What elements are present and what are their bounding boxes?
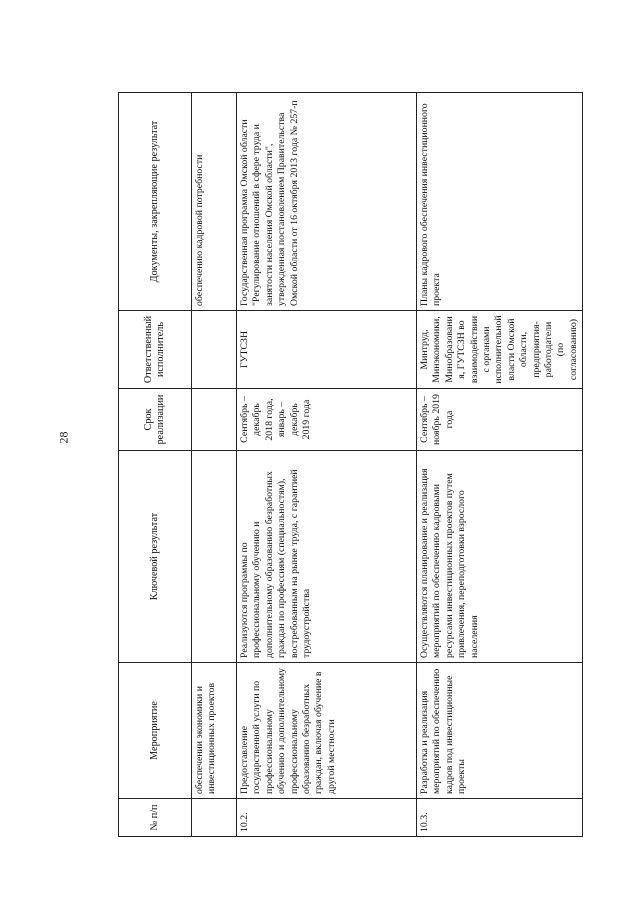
cell-documents: обеспечению кадровой потребности bbox=[192, 93, 237, 311]
header-event: Мероприятие bbox=[119, 663, 192, 799]
cell-executor: Минтруд, Минэкономики, Минобразования, ГУТСЗН во взаимодействии с органами исполнительной власти Омской области, предприятия-работодатели (по согласованию) bbox=[417, 311, 583, 389]
rotated-table-sheet bbox=[118, 92, 579, 837]
cell-term: Сентябрь – ноябрь 2019 года bbox=[417, 389, 583, 451]
header-num: № п/п bbox=[119, 799, 192, 837]
cell-documents: Планы кадрового обеспечения инвестиционного проекта bbox=[417, 93, 583, 311]
cell-result bbox=[192, 451, 237, 663]
page-number: 28 bbox=[56, 431, 71, 444]
cell-result: Осуществляются планирование и реализация мероприятий по обеспечению кадровыми ресурсами инвестиционных проектов путем привлечения, переподготовки взрослого населения bbox=[417, 451, 583, 663]
cell-executor bbox=[192, 311, 237, 389]
cell-event: обеспечении экономики и инвестиционных проектов bbox=[192, 663, 237, 799]
header-term: Срок реализации bbox=[119, 389, 192, 451]
cell-term: Сентябрь – декабрь 2018 года, январь – декабрь 2019 года bbox=[237, 389, 417, 451]
cell-event: Разработка и реализация мероприятий по обеспечению кадров под инвестиционные проекты bbox=[417, 663, 583, 799]
header-result: Ключевой результат bbox=[119, 451, 192, 663]
table-row bbox=[192, 93, 237, 837]
cell-num: 10.3. bbox=[417, 799, 583, 837]
table-header-row bbox=[119, 93, 192, 837]
cell-event: Предоставление государственной услуги по профессиональному обучению и дополнительному профессиональному образованию безработных граждан, включая обучение в другой местности bbox=[237, 663, 417, 799]
table-row bbox=[237, 93, 417, 837]
cell-num: 10.2. bbox=[237, 799, 417, 837]
cell-executor: ГУТСЗН bbox=[237, 311, 417, 389]
header-executor: Ответственный исполнитель bbox=[119, 311, 192, 389]
cell-num bbox=[192, 799, 237, 837]
cell-term bbox=[192, 389, 237, 451]
table-row bbox=[417, 93, 583, 837]
cell-documents: Государственная программа Омской области "Регулирование отношений в сфере труда и занятости населения Омской области", утвержденная постановлением Правительства Омской области от 16 октября 2013 года № 257-п bbox=[237, 93, 417, 311]
header-documents: Документы, закрепляющие результат bbox=[119, 93, 192, 311]
cell-result: Реализуются программы по профессиональному обучению и дополнительному образованию безработных граждан по профессиям (специальностям), востребованным на рынке труда, с гарантией трудоустройства bbox=[237, 451, 417, 663]
measures-table bbox=[118, 92, 583, 837]
